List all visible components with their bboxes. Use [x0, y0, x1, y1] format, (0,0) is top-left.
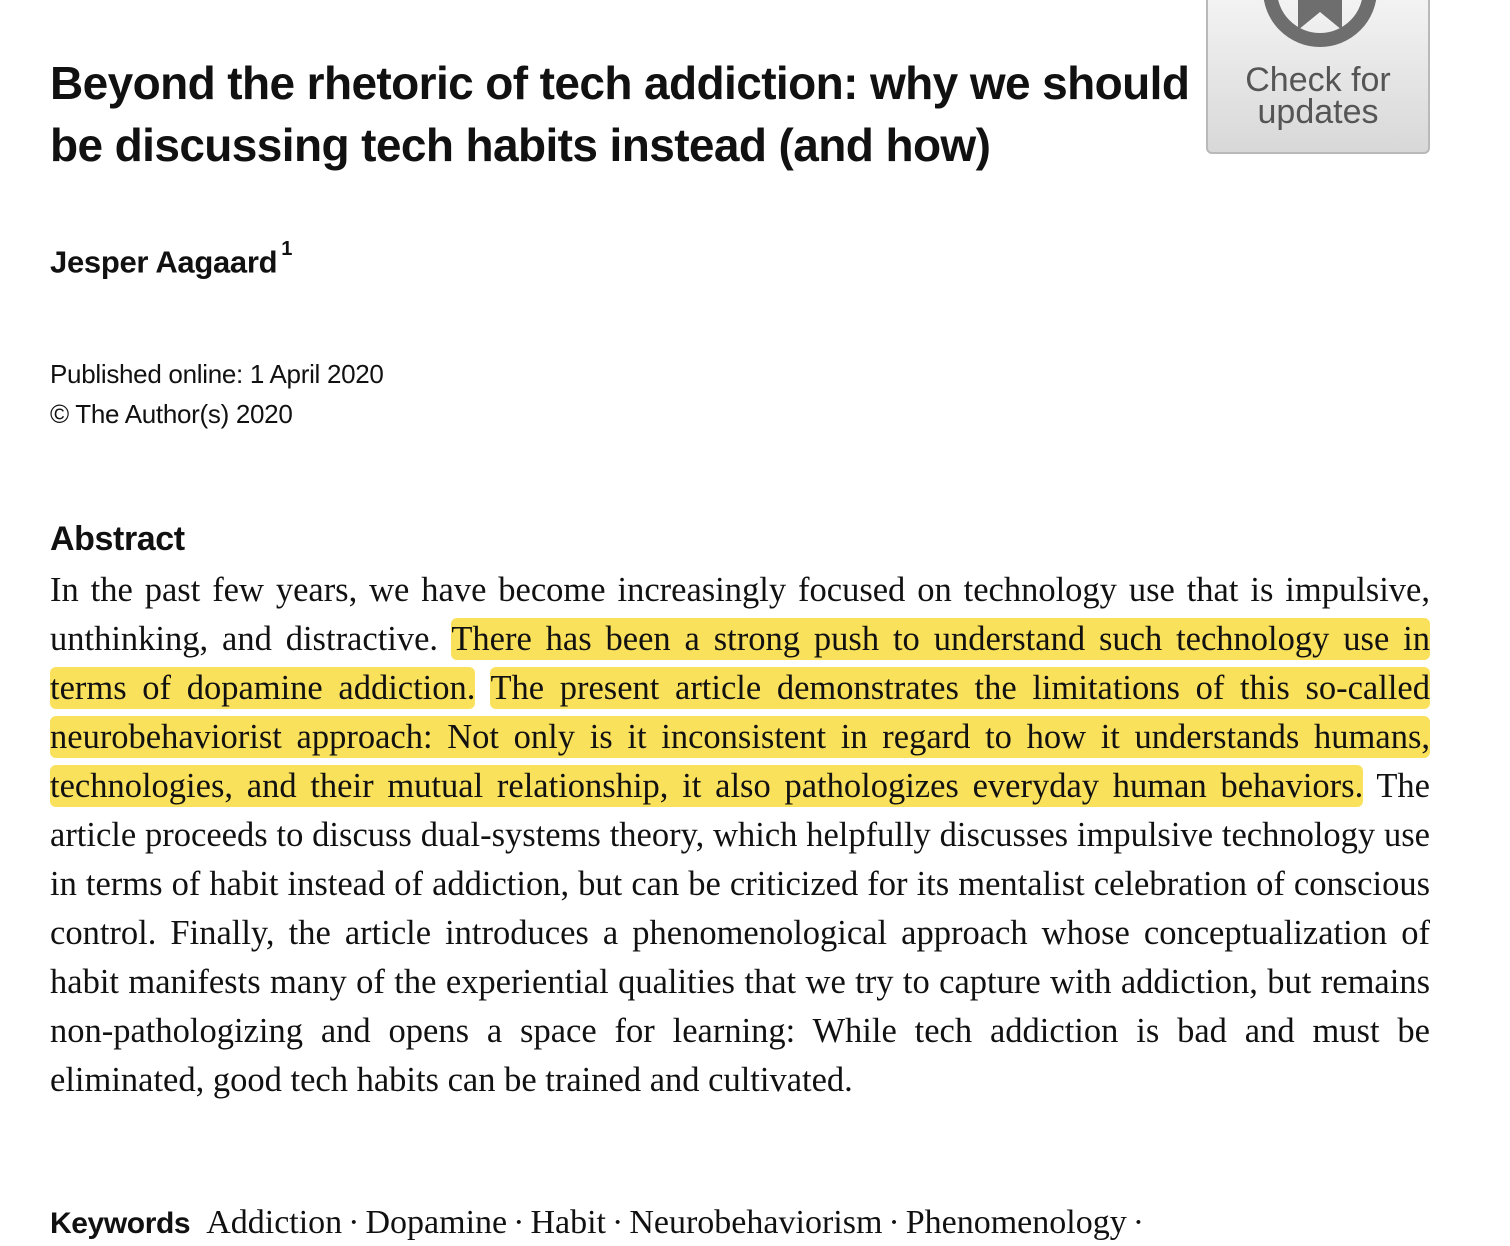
keywords-label: Keywords [50, 1207, 191, 1240]
keyword[interactable]: Addiction [206, 1204, 343, 1241]
publication-info [50, 354, 384, 434]
bookmark-circle-icon [1262, 0, 1378, 48]
abstract-text [50, 566, 1430, 1105]
keyword[interactable]: Neurobehaviorism [629, 1204, 883, 1241]
published-date: Published online: 1 April 2020 [50, 359, 384, 389]
keyword[interactable]: Dopamine [365, 1204, 508, 1241]
abstract-heading: Abstract [50, 520, 185, 558]
abstract-segment-plain: The article proceeds to discuss dual-systems theory, which helpfully discusses impulsive technology use in terms of habit instead of addiction, but can be criticized for its mentalist celebration of conscious control. Finally, the article introduces a phenomenological approach whose conceptualization of habit manifests many of the experiential qualities that we try to capture with addiction, but remains non-pathologizing and opens a space for learning: While tech addiction is bad and must be eliminated, good tech habits can be trained and cultivated. [50, 767, 1430, 1099]
keyword-separator: · [513, 1204, 525, 1241]
badge-line-1: Check for [1245, 61, 1391, 99]
abstract-highlight: The present article demonstrates the limitations of this so-called neurobehaviorist approach: Not only is it inconsistent in regard to how it understands humans, technologies, and their mutual relationship, it also pathologizes everyday human behaviors. [50, 669, 1430, 805]
keyword-separator: · [612, 1204, 624, 1241]
author-name: Jesper Aagaard [50, 244, 278, 280]
abstract-segment-plain: In the past few years, we have become increasingly focused on technology use that is impulsive, unthinking, and distractive. [50, 571, 1430, 658]
badge-label [1208, 61, 1428, 131]
paper-title: Beyond the rhetoric of tech addiction: why we should be discussing tech habits instead (and how) [50, 57, 1190, 171]
affiliation-marker: 1 [281, 238, 293, 260]
badge-line-2: updates [1257, 93, 1379, 131]
check-for-updates-badge[interactable] [1206, 0, 1430, 154]
keyword[interactable]: Phenomenology [905, 1204, 1127, 1241]
keyword-separator: · [1132, 1204, 1145, 1241]
author-line [50, 238, 293, 280]
copyright-line: © The Author(s) 2020 [50, 399, 293, 429]
keyword[interactable]: Habit [530, 1204, 607, 1241]
abstract-segment-space [475, 669, 490, 707]
abstract-highlight: There has been a strong push to understand such technology use in terms of dopamine addiction. [50, 620, 1430, 707]
keyword-separator: · [888, 1204, 900, 1241]
keyword-separator: · [348, 1204, 360, 1241]
keywords-line [50, 1204, 1150, 1242]
